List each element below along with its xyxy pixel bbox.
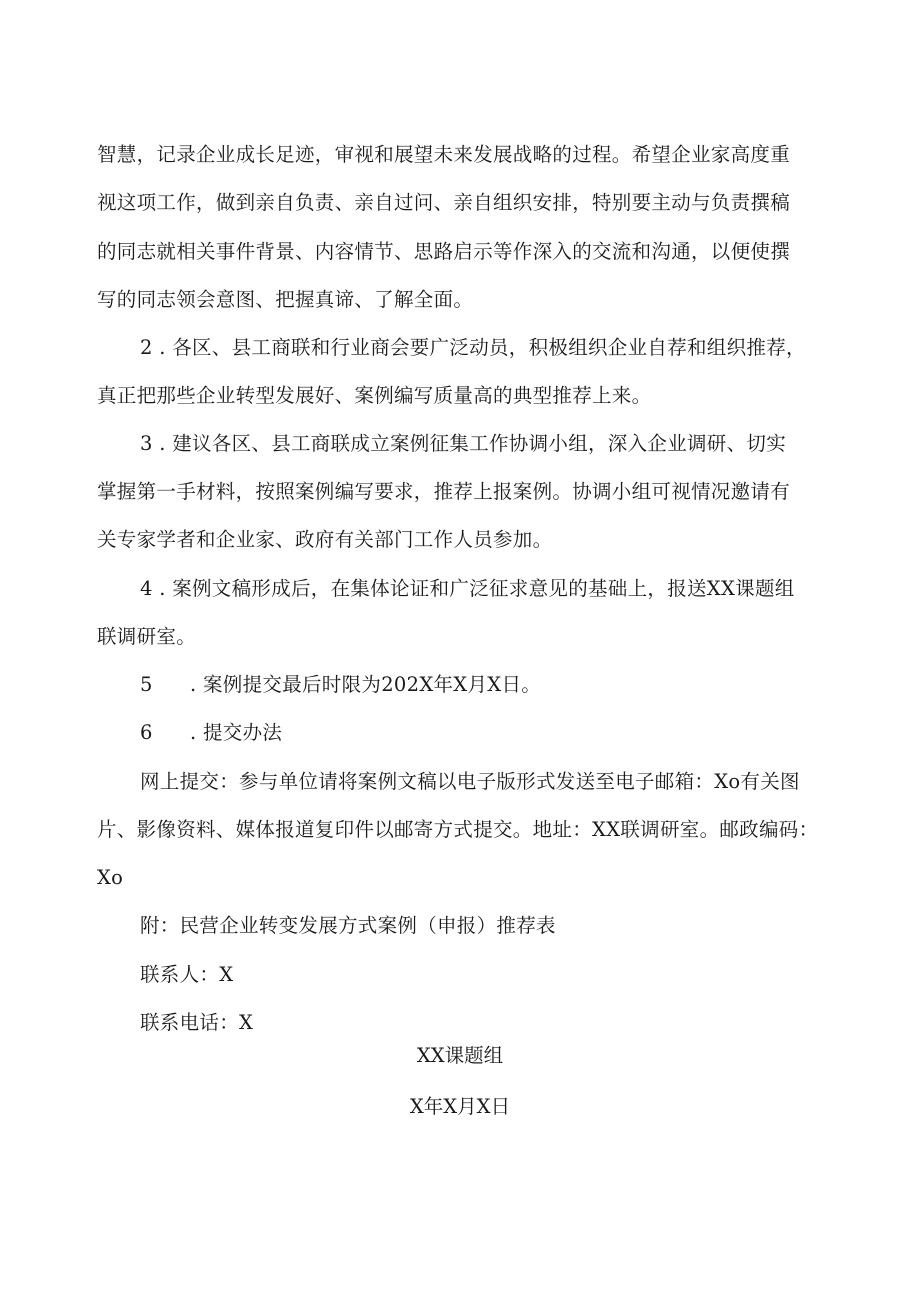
item-5-text: . 案例提交最后时限为202X年X月X日。 (190, 673, 542, 696)
contact-phone: 联系电话：X (140, 1011, 254, 1034)
signature-org: XX课题组 (416, 1044, 504, 1067)
paragraph-line: 智慧，记录企业成长足迹，审视和展望未来发展战略的过程。希望企业家高度重 (97, 143, 791, 166)
paragraph-line: 写的同志领会意图、把握真谛、了解全面。 (97, 288, 474, 311)
submission-line: 片、影像资料、媒体报道复印件以邮寄方式提交。地址：XX联调研室。邮政编码： (97, 818, 819, 841)
signature-date: X年X月X日 (409, 1095, 511, 1118)
item-4-line: 联调研室。 (97, 625, 197, 648)
contact-person: 联系人：X (140, 963, 234, 986)
paragraph-line: 视这项工作，做到亲自负责、亲自过问、亲自组织安排，特别要主动与负责撰稿 (97, 191, 791, 214)
item-3-line: 掌握第一手材料，按照案例编写要求，推荐上报案例。协调小组可视情况邀请有 (97, 480, 791, 503)
item-2-line: 真正把那些企业转型发展好、案例编写质量高的典型推荐上来。 (97, 384, 652, 407)
attachment-note: 附：民营企业转变发展方式案例（申报）推荐表 (140, 914, 556, 937)
item-4-line: 4 . 案例文稿形成后，在集体论证和广泛征求意见的基础上，报送XX课题组 (140, 577, 795, 600)
item-5-number: 5 (140, 673, 153, 696)
submission-line: 网上提交：参与单位请将案例文稿以电子版形式发送至电子邮箱：Xo有关图 (140, 770, 800, 793)
item-6-text: . 提交办法 (190, 721, 283, 744)
item-6-number: 6 (140, 721, 153, 744)
submission-line: Xo (97, 866, 124, 889)
item-3-line: 3 . 建议各区、县工商联成立案例征集工作协调小组，深入企业调研、切实 (140, 432, 787, 455)
item-2-line: 2 . 各区、县工商联和行业商会要广泛动员，积极组织企业自荐和组织推荐， (140, 336, 806, 359)
item-3-line: 关专家学者和企业家、政府有关部门工作人员参加。 (97, 528, 553, 551)
paragraph-line: 的同志就相关事件背景、内容情节、思路启示等作深入的交流和沟通，以便使撰 (97, 240, 791, 263)
